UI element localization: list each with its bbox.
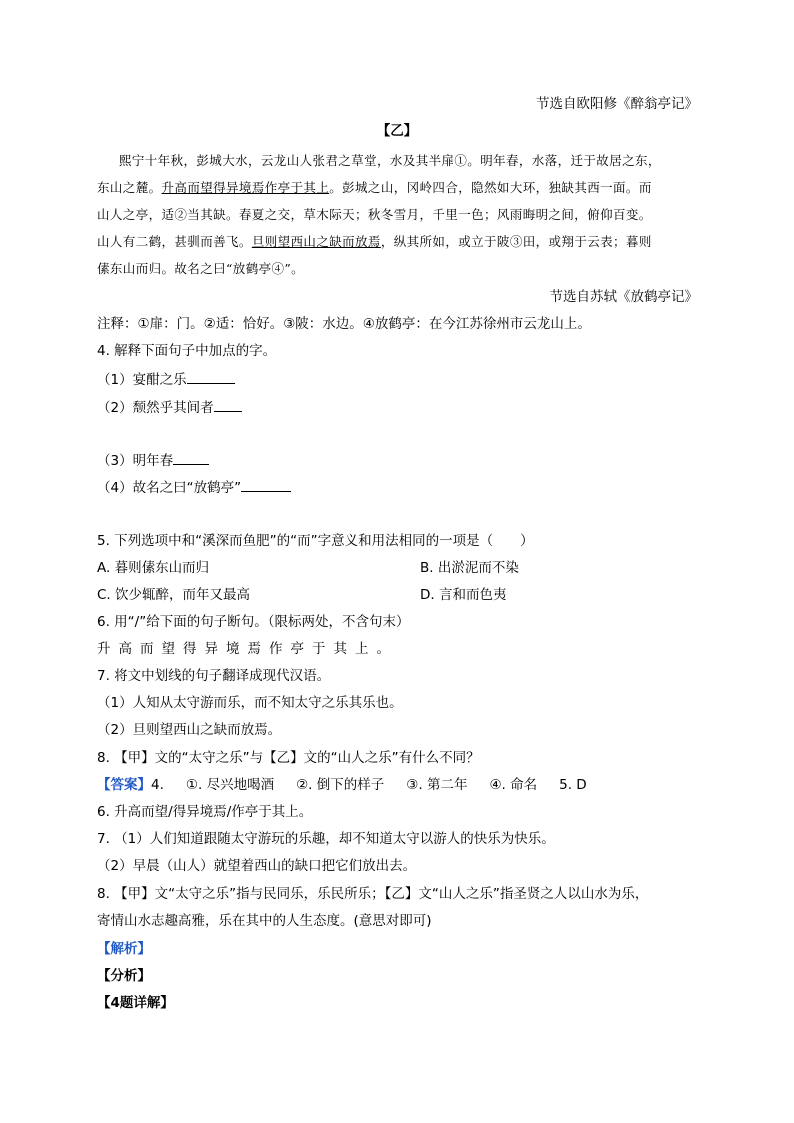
answer-q8-line-1: 8. 【甲】文“太守之乐”指与民同乐，乐民所乐；【乙】文“山人之乐”指圣贤之人以山水为乐， [97,886,649,902]
passage-line-5: 傃东山而归。故名之曰“放鹤亭④”。 [97,261,305,276]
question-5-stem: 5. 下列选项中和“溪深而鱼肥”的“而”字意义和用法相同的一项是（ ） [97,533,534,549]
answer-q8-line-2: 寄情山水志趣高雅，乐在其中的人生态度。(意思对即可) [97,913,432,929]
notes: 注释：①扉：门。②适：恰好。③陂：水边。④放鹤亭：在今江苏徐州市云龙山上。 [97,316,591,332]
answer-q7-1: 7. （1）人们知道跟随太守游玩的乐趣，却不知道太守以游人的快乐为快乐。 [97,831,555,847]
passage-line-2: 东山之麓。升高而望得异境焉作亭于其上。彭城之山，冈岭四合，隐然如大环，独缺其西一面。而 [97,180,652,195]
source-attribution-2: 节选自苏轼《放鹤亭记》 [549,289,698,305]
question-5-option-d: D. 言和而色夷 [420,587,507,603]
question-4-item-4: （4）故名之曰“放鹤亭” [97,477,291,498]
source-attribution-1: 节选自欧阳修《醉翁亭记》 [536,96,698,112]
analysis-label: 【解析】 [97,941,151,957]
passage-line-1: 熙宁十年秋，彭城大水，云龙山人张君之草堂，水及其半扉①。明年春，水落，迁于故居之东， [119,153,661,168]
question-4-item-1: （1）宴酣之乐 [97,369,235,390]
question-7-item-1: （1）人知从太守游而乐，而不知太守之乐其乐也。 [97,695,403,711]
question-8-stem: 8. 【甲】文的“太守之乐”与【乙】文的“山人之乐”有什么不同？ [97,750,480,766]
question-6-sentence: 升高而望得异境焉作亭于其上。 [97,641,398,657]
answer-q7-2: （2）早晨（山人）就望着西山的缺口把它们放出去。 [97,858,417,874]
question-5-option-a: A. 暮则傃东山而归 [97,560,210,576]
answer-blank [187,369,235,384]
passage-line-3: 山人之亭，适②当其缺。春夏之交，草木际天；秋冬雪月，千里一色；风雨晦明之间，俯仰百变。 [97,207,652,222]
answer-label: 【答案】 [97,777,151,793]
question-4-stem: 4. 解释下面句子中加点的字。 [97,343,277,359]
question-5-option-b: B. 出淤泥而不染 [420,560,519,576]
analysis-fenxi: 【分析】 [97,968,151,984]
question-6-stem: 6. 用“/”给下面的句子断句。（限标两处，不含句末） [97,614,410,630]
underlined-sentence-1: 升高而望得异境焉作亭于其上 [161,180,330,195]
answer-blank [173,450,209,465]
answer-q6: 6. 升高而望/得异境焉/作亭于其上。 [97,804,313,820]
answer-line-1: 【答案】4. ①. 尽兴地喝酒 ②. 倒下的样子 ③. 第二年 ④. 命名 5. D [97,777,587,793]
question-7-item-2: （2）旦则望西山之缺而放焉。 [97,722,282,738]
question-4-item-2: （2）颓然乎其间者 [97,397,242,418]
question-7-stem: 7. 将文中划线的句子翻译成现代汉语。 [97,668,331,684]
answer-blank [214,397,242,412]
question-4-item-3: （3）明年春 [97,450,209,471]
question-5-option-c: C. 饮少辄醉，而年又最高 [97,587,251,603]
analysis-q4-detail: 【4题详解】 [97,995,174,1011]
underlined-sentence-2: 旦则望西山之缺而放焉 [251,234,381,249]
answer-blank [241,477,291,492]
passage-line-4: 山人有二鹤，甚驯而善飞。旦则望西山之缺而放焉，纵其所如，或立于陂③田，或翔于云表；暮则 [97,234,652,249]
passage-yi-title: 【乙】 [376,123,418,139]
